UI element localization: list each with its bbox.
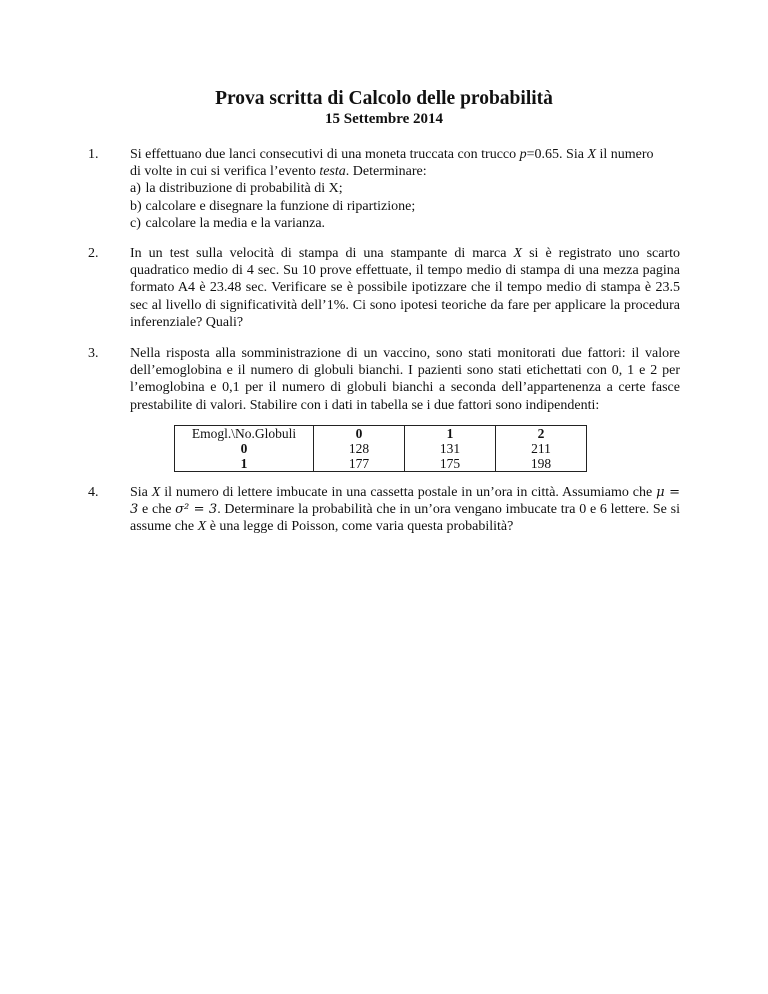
question-4 <box>88 484 680 544</box>
table-cell: 131 <box>405 441 496 456</box>
table-header-cell: 2 <box>496 426 587 442</box>
math-mu: μ = 3 <box>130 485 681 518</box>
variable-x: X <box>513 246 523 261</box>
question-1 <box>88 146 680 246</box>
sub-question-mark: b) <box>130 198 142 214</box>
sub-question-text: calcolare la media e la varianza. <box>145 215 326 231</box>
table-header-row <box>175 426 587 442</box>
text-segment: di volte in cui si verifica l’evento <box>130 164 320 180</box>
table-header-cell: 1 <box>405 426 496 442</box>
text-segment: è una legge di Poisson, come varia questa probabilità? <box>206 519 514 535</box>
table-header-cell: Emogl.\No.Globuli <box>175 426 314 442</box>
page-title: Prova scritta di Calcolo delle probabilità <box>215 88 553 109</box>
sub-question-list <box>130 180 680 232</box>
table-cell: 128 <box>314 441 405 456</box>
table-row-label: 0 <box>175 441 314 456</box>
table-header-cell: 0 <box>314 426 405 442</box>
sub-question-text: la distribuzione di probabilità di X; <box>145 181 343 197</box>
sub-question <box>130 198 680 215</box>
table-cell: 177 <box>314 456 405 472</box>
text-segment: . Determinare la probabilità che in un’ora vengano imbucate tra 0 e 6 lettere. Se si assume che <box>130 502 680 535</box>
question-text <box>130 163 680 180</box>
question-number: 2. <box>88 246 99 261</box>
variable-x: X <box>151 485 161 500</box>
question-body <box>130 245 680 331</box>
question-text: Nella risposta alla somministrazione di un vaccino, sono stati monitorati due fattori: il valore dell’emoglobina e il numero di globuli bianchi. I pazienti sono stati etichettati con 0, 1 e 2 per l’emoglobina e 0,1 per il numero di globuli bianchi a seconda dell’appartenenza a certe fasce prestabilite di valori. Stabilire con i dati in tabella se i due fattori sono indipendenti: <box>130 346 680 413</box>
table-cell: 211 <box>496 441 587 456</box>
question-number: 4. <box>88 485 99 500</box>
sub-question-text: calcolare e disegnare la funzione di ripartizione; <box>145 198 416 214</box>
question-text <box>130 146 680 163</box>
term-testa: testa <box>319 164 346 180</box>
table-cell: 198 <box>496 456 587 472</box>
question-text <box>130 245 680 331</box>
question-body <box>130 484 680 536</box>
question-3 <box>88 345 680 425</box>
question-2 <box>88 245 680 345</box>
exam-date: 15 Settembre 2014 <box>324 111 444 127</box>
question-body <box>130 146 680 232</box>
question-text <box>130 484 680 536</box>
table-row <box>175 456 587 472</box>
text-segment: =0.65. Sia <box>526 147 588 162</box>
text-segment: Sia <box>130 485 152 500</box>
text-segment: si è registrato uno scarto quadratico medio di 4 sec. Su 10 prove effettuate, il tempo medio di stampa di una mezza pagina formato A4 è 23.48 sec. Verificare se è possibile ipotizzare che il tempo medio di stampa è 23.5 sec al livello di significatività dell’1%. Ci sono ipotesi teoriche da fare per applicare la procedura inferenziale? Quali? <box>130 246 680 330</box>
question-number: 1. <box>88 147 99 162</box>
variable-x: X <box>587 147 597 162</box>
sub-question-mark: a) <box>130 181 141 197</box>
math-sigma: σ² = 3 <box>175 502 218 518</box>
variable-x: X <box>197 519 207 535</box>
question-body <box>130 345 680 414</box>
question-number: 3. <box>88 346 99 361</box>
contingency-table <box>174 425 587 472</box>
text-segment: il numero di lettere imbucate in una cassetta postale in un’ora in città. Assumiamo che <box>160 485 657 500</box>
text-segment: Si effettuano due lanci consecutivi di una moneta truccata con trucco <box>130 147 520 162</box>
table-row <box>175 441 587 456</box>
table-row-label: 1 <box>175 456 314 472</box>
sub-question-mark: c) <box>130 215 141 231</box>
text-segment: In un test sulla velocità di stampa di una stampante di marca <box>130 246 514 261</box>
text-segment: il numero <box>596 147 654 162</box>
text-segment: e che <box>138 502 176 518</box>
variable-p: p <box>519 147 527 162</box>
table-cell: 175 <box>405 456 496 472</box>
sub-question <box>130 180 680 197</box>
text-segment: . Determinare: <box>345 164 427 180</box>
sub-question <box>130 215 680 232</box>
